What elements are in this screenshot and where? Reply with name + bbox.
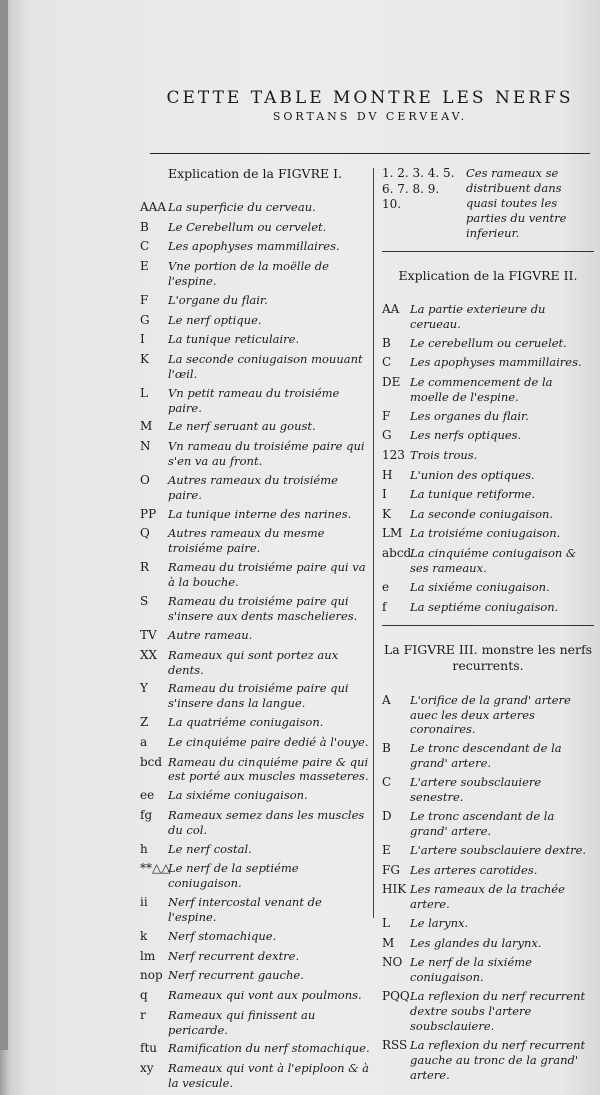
legend-text: La tunique retiforme. xyxy=(410,487,536,502)
legend-label: I xyxy=(382,487,387,502)
legend-text: Vn petit rameau du troisiéme paire. xyxy=(168,385,340,415)
legend-entry xyxy=(140,788,370,804)
legend-label: H xyxy=(382,467,393,482)
legend-label: NO xyxy=(382,955,403,970)
legend-label: G xyxy=(382,428,392,443)
legend-entry xyxy=(382,468,594,484)
legend-entry xyxy=(140,220,370,236)
legend-text: Nerf recurrent dextre. xyxy=(168,948,300,963)
legend-text: La septiéme coniugaison. xyxy=(410,599,559,614)
legend-entry xyxy=(140,861,370,891)
legend-entry xyxy=(382,882,594,912)
top-rule xyxy=(150,153,590,154)
legend-text: Les apophyses mammillaires. xyxy=(168,239,340,254)
legend-entry xyxy=(382,487,594,503)
legend-label: PP xyxy=(140,506,157,521)
legend-entry xyxy=(140,560,370,590)
legend-text: Le larynx. xyxy=(410,916,469,931)
legend-label: h xyxy=(140,841,148,856)
legend-label: M xyxy=(140,419,153,434)
legend-label: K xyxy=(140,351,149,366)
legend-text: Rameaux qui vont à l'epiploon & à la vesicule. xyxy=(168,1061,369,1090)
legend-label: **△△ xyxy=(140,861,171,876)
legend-entry xyxy=(382,507,594,523)
legend-entry xyxy=(382,741,594,771)
legend-entry xyxy=(140,1008,370,1038)
legend-label: DE xyxy=(382,375,401,389)
legend-text: La tunique interne des narines. xyxy=(168,506,352,521)
legend-entry xyxy=(140,895,370,925)
legend-entry xyxy=(140,988,370,1004)
legend-label: S xyxy=(140,594,149,609)
legend-label: bcd xyxy=(140,754,163,769)
legend-label: Q xyxy=(140,526,150,541)
right-column xyxy=(382,166,594,1087)
legend-entry xyxy=(140,968,370,984)
legend-text: Les rameaux de la trachée artere. xyxy=(410,882,565,912)
legend-label: N xyxy=(140,439,151,454)
legend-entry xyxy=(382,375,594,405)
legend-text: Le nerf de la septiéme coniugaison. xyxy=(168,861,299,891)
figure-2-legend xyxy=(382,302,594,615)
legend-text: Le tronc ascendant de la grand' artere. xyxy=(410,809,555,839)
legend-entry xyxy=(140,1041,370,1057)
legend-entry xyxy=(140,439,370,469)
legend-entry xyxy=(140,648,370,678)
legend-entry xyxy=(140,259,370,289)
legend-label: 1. 2. 3. 4. 5. 6. 7. 8. 9. 10. xyxy=(382,166,455,212)
legend-entry xyxy=(140,200,370,216)
legend-text: Ces rameaux se distribuent dans quasi toutes les parties du ventre inferieur. xyxy=(466,166,567,240)
legend-entry xyxy=(382,302,594,332)
legend-text: La quatriéme coniugaison. xyxy=(168,715,324,730)
legend-label: k xyxy=(140,929,148,944)
legend-label: 123 xyxy=(382,448,405,463)
legend-label: B xyxy=(140,219,149,234)
legend-text: La sixiéme coniugaison. xyxy=(410,579,550,594)
legend-label: abcd xyxy=(382,546,412,561)
legend-label: HIK xyxy=(382,882,407,897)
legend-entry xyxy=(382,580,594,596)
legend-entry xyxy=(382,693,594,738)
legend-entry xyxy=(382,775,594,805)
legend-label: r xyxy=(140,1007,146,1022)
legend-entry xyxy=(382,428,594,444)
legend-text: Autre rameau. xyxy=(168,628,253,642)
legend-text: L'orifice de la grand' artere auec les deux arteres coronaires. xyxy=(410,692,571,737)
legend-text: La tunique reticulaire. xyxy=(168,332,300,347)
legend-text: Rameau du troisiéme paire qui s'insere dans la langue. xyxy=(168,681,349,711)
figure-3-legend xyxy=(382,693,594,1083)
legend-label: f xyxy=(382,599,387,614)
legend-text: Rameaux semez dans les muscles du col. xyxy=(168,808,365,837)
legend-entry xyxy=(382,916,594,932)
legend-entry xyxy=(140,526,370,556)
legend-text: Nerf recurrent gauche. xyxy=(168,968,304,983)
legend-text: Le nerf seruant au goust. xyxy=(168,419,316,434)
legend-text: Nerf stomachique. xyxy=(168,929,277,944)
legend-label: D xyxy=(382,809,392,824)
page-heading xyxy=(120,88,600,123)
legend-text: Rameaux qui sont portez aux dents. xyxy=(168,647,339,677)
legend-text: L'artere soubsclauiere dextre. xyxy=(410,843,587,858)
legend-entry xyxy=(382,355,594,371)
legend-label: e xyxy=(382,579,390,594)
left-column xyxy=(140,166,370,1095)
legend-text: L'union des optiques. xyxy=(410,467,535,482)
legend-label: L xyxy=(382,916,390,931)
legend-label: nop xyxy=(140,968,163,983)
legend-text: La sixiéme coniugaison. xyxy=(168,788,308,803)
legend-entry xyxy=(140,628,370,644)
legend-text: Rameaux qui vont aux poulmons. xyxy=(168,988,362,1002)
legend-text: Les organes du flair. xyxy=(410,408,529,423)
legend-label: ftu xyxy=(140,1041,157,1056)
legend-entry xyxy=(140,473,370,503)
legend-text: La troisiéme coniugaison. xyxy=(410,526,561,541)
legend-label: LM xyxy=(382,526,403,541)
legend-entry xyxy=(382,989,594,1034)
legend-text: La cinquiéme coniugaison & ses rameaux. xyxy=(410,546,577,575)
legend-label: R xyxy=(140,560,150,575)
legend-entry xyxy=(140,755,370,785)
legend-text: Le cinquiéme paire dedié à l'ouye. xyxy=(168,734,369,749)
heading-line-2: SORTANS DV CERVEAV. xyxy=(272,110,468,123)
legend-entry xyxy=(382,336,594,352)
legend-entry xyxy=(140,715,370,731)
legend-label: F xyxy=(140,292,149,307)
legend-text: Les glandes du larynx. xyxy=(410,935,542,950)
column-divider xyxy=(373,168,374,918)
legend-label: ii xyxy=(140,895,148,910)
legend-text: Rameaux qui finissent au pericarde. xyxy=(168,1007,316,1037)
legend-label: F xyxy=(382,408,391,423)
legend-entry xyxy=(140,1061,370,1091)
legend-entry xyxy=(382,1038,594,1083)
legend-text: La reflexion du nerf recurrent dextre soubs l'artere soubsclauiere. xyxy=(410,989,586,1034)
legend-entry xyxy=(140,293,370,309)
legend-text: Les nerfs optiques. xyxy=(410,428,522,443)
legend-text: Rameau du troisiéme paire qui s'insere aux dents maschelieres. xyxy=(168,594,358,624)
legend-label: ee xyxy=(140,788,155,803)
legend-entry xyxy=(140,735,370,751)
legend-text: La seconde coniugaison mouuant l'œil. xyxy=(168,351,363,381)
legend-entry xyxy=(140,842,370,858)
legend-label: G xyxy=(140,312,150,327)
legend-label: B xyxy=(382,335,391,350)
legend-text: Rameau du troisiéme paire qui va à la bouche. xyxy=(168,560,366,590)
legend-label: A xyxy=(382,692,391,707)
legend-label: PQQ xyxy=(382,989,410,1004)
figure-3-title: La FIGVRE III. monstre les nerfs recurrents. xyxy=(383,642,593,674)
legend-text: Vne portion de la moëlle de l'espine. xyxy=(168,259,329,288)
legend-text: Trois trous. xyxy=(410,448,478,463)
section-rule xyxy=(382,251,594,252)
legend-entry xyxy=(382,863,594,879)
legend-text: Les arteres carotides. xyxy=(410,862,538,877)
legend-label: AAA xyxy=(140,200,166,215)
legend-text: L'artere soubsclauiere senestre. xyxy=(410,775,542,805)
legend-label: TV xyxy=(140,628,157,642)
legend-entry xyxy=(140,507,370,523)
legend-label: L xyxy=(140,385,148,400)
legend-text: L'organe du flair. xyxy=(168,292,268,307)
legend-entry xyxy=(140,419,370,435)
legend-entry xyxy=(382,936,594,952)
section-rule xyxy=(382,625,594,626)
figure-1-legend xyxy=(140,200,370,1091)
legend-text: Nerf intercostal venant de l'espine. xyxy=(168,895,322,925)
figure-2-title: Explication de la FIGVRE II. xyxy=(398,267,578,283)
legend-label: xy xyxy=(140,1061,154,1076)
legend-entry xyxy=(140,332,370,348)
legend-entry xyxy=(382,448,594,464)
legend-entry xyxy=(140,681,370,711)
legend-text: Le commencement de la moelle de l'espine. xyxy=(410,375,553,404)
legend-label: B xyxy=(382,741,391,756)
legend-text: Les apophyses mammillaires. xyxy=(410,355,582,370)
legend-text: Le nerf de la sixiéme coniugaison. xyxy=(410,955,532,985)
legend-label: q xyxy=(140,988,148,1002)
legend-label: C xyxy=(382,355,392,370)
legend-label: E xyxy=(382,843,391,858)
legend-text: Le nerf optique. xyxy=(168,312,262,327)
legend-entry xyxy=(382,546,594,576)
legend-label: O xyxy=(140,472,150,487)
legend-entry xyxy=(382,600,594,616)
legend-entry xyxy=(140,239,370,255)
legend-label: C xyxy=(140,239,150,254)
legend-text: Ramification du nerf stomachique. xyxy=(168,1041,370,1056)
legend-text: Le tronc descendant de la grand' artere. xyxy=(410,741,562,771)
legend-entry xyxy=(382,809,594,839)
legend-text: Rameau du cinquiéme paire & qui est porté aux muscles masseteres. xyxy=(168,754,369,784)
legend-entry xyxy=(140,313,370,329)
legend-label: FG xyxy=(382,862,400,877)
legend-text: La superficie du cerveau. xyxy=(168,200,316,215)
figure-1-title: Explication de la FIGVRE I. xyxy=(167,166,343,181)
legend-label: Y xyxy=(140,681,148,696)
legend-entry xyxy=(382,843,594,859)
legend-entry xyxy=(140,386,370,416)
legend-entry-numbers xyxy=(382,166,594,241)
page-edge xyxy=(0,0,8,1050)
legend-text: Vn rameau du troisiéme paire qui s'en va au front. xyxy=(168,439,365,468)
legend-text: Le Cerebellum ou cervelet. xyxy=(168,219,327,234)
legend-label: lm xyxy=(140,948,156,963)
legend-text: La reflexion du nerf recurrent gauche au tronc de la grand' artere. xyxy=(410,1037,586,1082)
legend-entry xyxy=(382,409,594,425)
legend-label: XX xyxy=(140,647,158,662)
legend-entry xyxy=(140,949,370,965)
legend-label: Z xyxy=(140,715,149,730)
legend-text: La partie exterieure du cerueau. xyxy=(410,301,546,331)
legend-text: Autres rameaux du mesme troisiéme paire. xyxy=(168,526,325,556)
legend-label: I xyxy=(140,332,145,347)
legend-text: La seconde coniugaison. xyxy=(410,506,554,521)
legend-label: fg xyxy=(140,808,153,822)
heading-line-1: CETTE TABLE MONTRE LES NERFS xyxy=(166,88,574,108)
legend-label: AA xyxy=(382,301,400,316)
legend-label: E xyxy=(140,259,149,274)
legend-label: K xyxy=(382,506,391,521)
legend-entry xyxy=(140,594,370,624)
legend-label: M xyxy=(382,935,395,950)
legend-label: a xyxy=(140,734,148,749)
legend-entry xyxy=(140,352,370,382)
legend-label: C xyxy=(382,775,392,790)
legend-entry xyxy=(382,526,594,542)
legend-entry xyxy=(382,955,594,985)
legend-text: Le cerebellum ou ceruelet. xyxy=(410,335,567,350)
legend-entry xyxy=(140,808,370,838)
legend-text: Autres rameaux du troisiéme paire. xyxy=(168,472,338,502)
legend-entry xyxy=(140,929,370,945)
legend-text: Le nerf costal. xyxy=(168,841,252,856)
legend-label: RSS xyxy=(382,1037,408,1052)
